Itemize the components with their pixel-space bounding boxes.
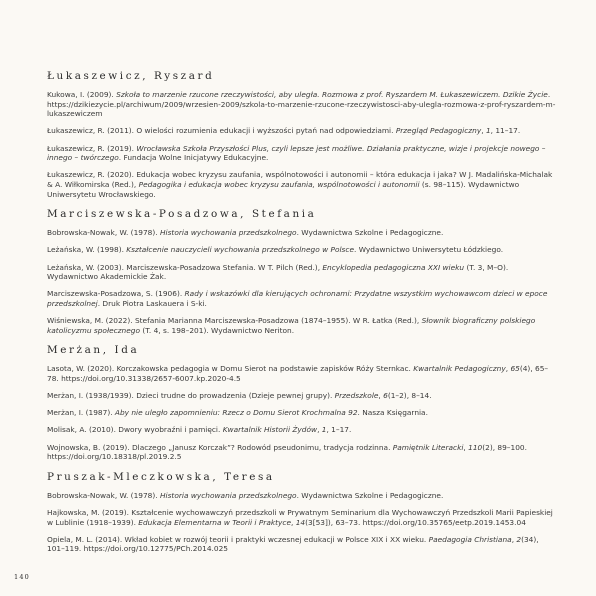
entry-text: , (463, 442, 469, 452)
bibliography-entry (47, 316, 557, 335)
bibliography-entry (47, 364, 557, 383)
bibliography-entry (47, 425, 557, 435)
entry-text: , (378, 391, 384, 401)
page-number: 140 (14, 573, 31, 581)
entry-italic-text: Przedszkole (334, 391, 379, 401)
bibliography-section (47, 471, 557, 554)
entry-italic-text: Wrocławska Szkoła Przyszłości Plus, czyli lepsze jest możliwe. Działania praktyczne, wizje i projekcje nowego – innego – twórczego (47, 143, 546, 163)
entry-text: Leżańska, W. (2003). Marciszewska-Posadzowa Stefania. W T. Pilch (Red.), (47, 262, 323, 272)
bibliography-section (47, 344, 557, 462)
entry-text: (1–2), 8–14. (387, 391, 432, 401)
entry-text: . https://dzikiezycie.pl/archiwum/2009/wrzesien-2009/szkola-to-marzenie-rzucone-rzeczywistosci-aby-ulegla-rozmowa-z-prof-ryszardem-m-lukaszewiczem (47, 90, 556, 119)
entry-italic-text: Pamiętnik Literacki (392, 442, 464, 452)
entry-italic-text: 2 (516, 534, 522, 544)
entry-text: Bobrowska-Nowak, W. (1978). (47, 228, 160, 238)
bibliography-entry (47, 263, 557, 282)
bibliography-entry (47, 491, 557, 501)
entry-italic-text: Pedagogika i edukacja wobec kryzysu zaufania, wspólnotowości i autonomii (138, 179, 420, 189)
entry-text: Marciszewska-Posadzowa, S. (1906). (47, 289, 185, 299)
bibliography-entry (47, 126, 557, 136)
section-heading: Pruszak-Mleczkowska, Teresa (47, 470, 275, 483)
section-heading: Merżan, Ida (47, 344, 140, 357)
entry-italic-text: 110 (468, 442, 483, 452)
entry-italic-text: Kształcenie nauczycieli wychowania przedszkolnego w Polsce (126, 245, 354, 255)
section-heading: Łukaszewicz, Ryszard (47, 70, 215, 82)
entry-text: , 11–17. (490, 126, 521, 136)
entry-text: Hajkowska, M. (2019). Kształcenie wychowawczyń przedszkoli w Prywatnym Seminarium dla Wychowawczyń Przedszkoli Marii Papieskiej w Lublinie (1918–1939). (47, 507, 553, 527)
entry-text: (2), 89–100. https://doi.org/10.18318/pl.2019.2.5 (47, 442, 527, 462)
entry-italic-text: Kwartalnik Pedagogiczny (413, 364, 506, 374)
bibliography-entry (47, 391, 557, 401)
entry-text: Łukaszewicz, R. (2020). Edukacja wobec kryzysu zaufania, wspólnotowości i autonomii – która edukacja i jaka? W J. Madalińska-Michalak & A. Wiłkomirska (Red.), (47, 170, 553, 189)
entry-text: Merżan, I. (1987). (47, 408, 115, 418)
entry-italic-text: Edukacja Elementarna w Teorii i Praktyce (138, 517, 292, 527)
entry-text: Bobrowska-Nowak, W. (1978). (47, 490, 160, 500)
entry-text: . Druk Piotra Laskauera i S-ki. (97, 298, 207, 308)
bibliography-entry (47, 144, 557, 163)
entry-text: , (317, 425, 322, 435)
bibliography-section (47, 70, 557, 199)
entry-text: . Wydawnictwo Uniwersytetu Łódzkiego. (354, 245, 504, 255)
entry-text: (34), 101–119. https://doi.org/10.12775/PCh.2014.025 (47, 534, 539, 554)
entry-text: Wojnowska, B. (2019). Dlaczego „Janusz Korczak”? Rodowód pseudonimu, tradycja rodzinna. (47, 442, 393, 452)
entry-italic-text: Słownik biograficzny polskiego katolicyzmu społecznego (47, 316, 536, 335)
entry-italic-text: Historia wychowania przedszkolnego (159, 228, 297, 238)
entry-italic-text: 1 (321, 425, 327, 435)
bibliography-entry (47, 535, 557, 554)
bibliography-entry (47, 508, 557, 527)
entry-text: . Wydawnictwa Szkolne i Pedagogiczne. (296, 490, 444, 500)
bibliography-section (47, 208, 557, 335)
bibliography-entry (47, 408, 557, 418)
entry-text: Łukaszewicz, R. (2019). (47, 143, 137, 153)
entry-italic-text: Kwartalnik Historii Żydów (222, 425, 318, 435)
entry-text: (3[53]), 63–73. https://doi.org/10.35765/eetp.2019.1453.04 (305, 517, 526, 527)
entry-italic-text: Paedagogia Christiana (428, 534, 512, 544)
entry-text: , (291, 517, 296, 527)
entry-text: Łukaszewicz, R. (2011). O wielości rozumienia edukacji i wyższości pytań nad odpowiedziami. (47, 126, 396, 136)
bibliography-entry (47, 245, 557, 255)
entry-text: . Nasza Księgarnia. (357, 408, 428, 418)
entry-text: , (511, 534, 517, 544)
entry-text: Lasota, W. (2020). Korczakowska pedagogia w Domu Sierot na podstawie zapisków Róży Sternkac. (47, 364, 414, 374)
entry-text: (T. 3, M–O). Wydawnictwo Akademickie Żak. (47, 262, 509, 282)
bibliography-entry (47, 289, 557, 308)
entry-italic-text: Aby nie uległo zapomnieniu: Rzecz o Domu Sierot Krochmalna 92 (114, 408, 358, 418)
entry-text: Wiśniewska, M. (2022). Stefania Marianna Marciszewska-Posadzowa (1874–1955). W R. Łatka (Red.), (47, 316, 422, 326)
entry-text: Molisak, A. (2010). Dwory wyobraźni i pamięci. (47, 425, 223, 435)
section-heading: Marciszewska-Posadzowa, Stefania (47, 208, 317, 221)
entry-italic-text: Historia wychowania przedszkolnego (159, 490, 297, 500)
entry-italic-text: 6 (383, 391, 388, 401)
entry-italic-text: Przegląd Pedagogiczny (395, 126, 482, 136)
entry-italic-text: Encyklopedia pedagogiczna XXI wieku (322, 262, 465, 272)
bibliography (47, 70, 557, 563)
entry-text: , 1–17. (326, 425, 352, 435)
entry-text: . Wydawnictwa Szkolne i Pedagogiczne. (296, 228, 444, 238)
bibliography-entry (47, 90, 557, 119)
entry-text: . Fundacja Wolne Inicjatywy Edukacyjne. (118, 153, 269, 163)
entry-italic-text: Szkoła to marzenie rzucone rzeczywistości, aby uległa. Rozmowa z prof. Ryszardem M. Łukaszewiczem. Dzikie Życie (116, 90, 548, 99)
entry-italic-text: 14 (295, 517, 306, 527)
entry-text: (4), 65–78. https://doi.org/10.31338/2657-6007.kp.2020-4.5 (47, 364, 549, 383)
entry-italic-text: 65 (510, 364, 520, 374)
bibliography-entry (47, 228, 557, 238)
entry-text: Merżan, I. (1938/1939). Dzieci trudne do prowadzenia (Dzieje pewnej grupy). (47, 391, 335, 401)
entry-text: Kukowa, I. (2009). (47, 90, 117, 99)
entry-text: , (505, 364, 511, 374)
entry-text: , (481, 126, 486, 136)
bibliography-entry (47, 170, 557, 199)
entry-italic-text: Rady i wskazówki dla kierujących ochronami: Przydatne wszystkim wychowawcom dzieci w epoce przedszkolnej (47, 289, 548, 308)
entry-text: (T. 4, s. 198–201). Wydawnictwo Neriton. (140, 325, 295, 335)
entry-text: Opiela, M. L. (2014). Wkład kobiet w rozwój teorii i praktyki wczesnej edukacji w Polsce XIX i XX wieku. (47, 534, 429, 544)
entry-text: Leżańska, W. (1998). (47, 245, 127, 255)
bibliography-entry (47, 443, 557, 462)
entry-text: (s. 98–115). Wydawnictwo Uniwersytetu Wrocławskiego. (47, 179, 520, 199)
entry-italic-text: 1 (485, 126, 491, 136)
